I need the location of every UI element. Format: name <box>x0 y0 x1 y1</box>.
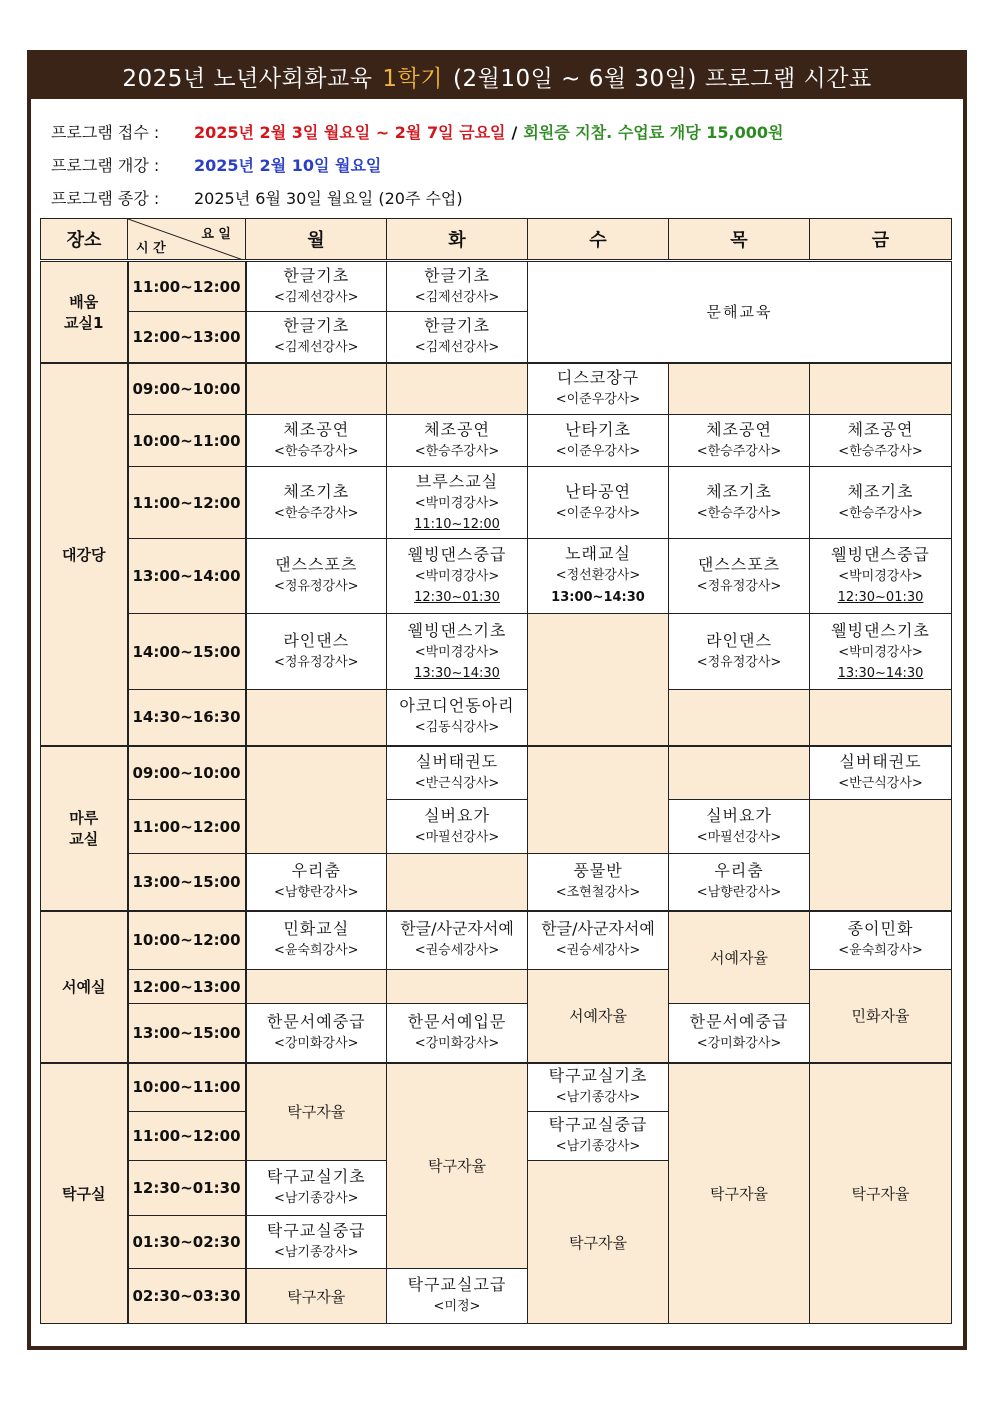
class-name: 한문서예입문 <box>407 1011 507 1031</box>
header-day-fri: 금 <box>810 219 952 261</box>
class-name: 우리춤 <box>291 860 341 880</box>
title-post: 프로그램 시간표 <box>704 66 872 92</box>
time-cell: 14:00~15:00 <box>128 614 246 690</box>
info-open <box>51 149 783 182</box>
time-cell: 13:00~15:00 <box>128 854 246 911</box>
class-cell <box>528 415 669 467</box>
class-teacher: <남향란강사> <box>696 884 782 900</box>
corner-time-label: 시 간 <box>136 241 166 256</box>
class-teacher: <박미경강사> <box>414 644 500 660</box>
empty-cell <box>810 690 952 746</box>
class-teacher: <권승세강사> <box>555 943 641 959</box>
class-teacher: <김제선강사> <box>273 289 359 305</box>
info-registration <box>51 116 783 149</box>
class-teacher: <정유정강사> <box>696 579 782 594</box>
reg-label: 프로그램 접수 : <box>51 123 160 142</box>
hall-row-6 <box>41 690 952 746</box>
hall-row-1 <box>41 363 952 415</box>
class-time: 13:00~14:30 <box>551 590 645 605</box>
class-name: 한글/사군자서예 <box>541 919 655 939</box>
class-teacher: <한승주강사> <box>696 443 782 459</box>
class-teacher: <남향란강사> <box>273 884 359 900</box>
class-name: 한문서예중급 <box>689 1011 789 1031</box>
time-cell: 14:30~16:30 <box>128 690 246 746</box>
reg-sep: / <box>511 123 518 142</box>
free-practice-cell: 서예자율 <box>669 911 810 1004</box>
class-name: 체조공연 <box>847 419 914 439</box>
header-row <box>41 219 952 261</box>
place-calligraphy: 서예실 <box>41 911 128 1063</box>
class-name: 라인댄스 <box>283 630 350 650</box>
time-cell: 01:30~02:30 <box>128 1216 246 1269</box>
class-name: 탁구교실고급 <box>407 1275 507 1294</box>
program-info <box>51 116 783 215</box>
class-cell <box>387 614 528 690</box>
class-name: 실버요가 <box>706 805 772 825</box>
class-teacher: <정유정강사> <box>273 654 359 670</box>
class-name: 한글기초 <box>283 265 350 285</box>
class-name: 한글기초 <box>424 265 490 285</box>
class-cell <box>246 312 387 363</box>
class-cell <box>810 911 952 970</box>
class-name: 탁구교실중급 <box>548 1115 648 1134</box>
class-teacher: <윤숙희강사> <box>273 943 359 959</box>
class-name: 댄스스포츠 <box>697 555 781 574</box>
time-cell: 11:00~12:00 <box>128 1112 246 1161</box>
header-day-tue: 화 <box>387 219 528 261</box>
class-teacher: <한승주강사> <box>273 505 359 521</box>
time-cell: 09:00~10:00 <box>128 746 246 800</box>
time-cell: 10:00~11:00 <box>128 415 246 467</box>
reg-dates: 2025년 2월 3일 월요일 ~ 2월 7일 금요일 <box>194 123 506 142</box>
class-teacher: <한승주강사> <box>414 443 500 459</box>
class-teacher: <윤숙희강사> <box>838 943 923 959</box>
free-practice-cell: 탁구자율 <box>528 1161 669 1324</box>
class-cell <box>387 312 528 363</box>
class-cell <box>528 911 669 970</box>
place-table-tennis: 탁구실 <box>41 1063 128 1324</box>
class-name: 한글기초 <box>424 315 490 335</box>
class-teacher: <박미경강사> <box>838 644 923 660</box>
empty-cell <box>246 746 387 854</box>
class-teacher: <강미화강사> <box>696 1035 782 1051</box>
class-teacher: <남기종강사> <box>555 1090 641 1106</box>
class-cell <box>387 415 528 467</box>
empty-cell <box>246 970 387 1004</box>
class-teacher: <김제선강사> <box>414 339 500 355</box>
class-name: 탁구교실중급 <box>266 1221 366 1240</box>
empty-cell <box>810 363 952 415</box>
class-cell <box>387 746 528 800</box>
calli-row-1 <box>41 911 952 970</box>
time-cell: 12:00~13:00 <box>128 970 246 1004</box>
class-name: 체조기초 <box>706 481 772 501</box>
class-teacher: <박미경강사> <box>838 569 923 584</box>
class-name: 디스코장구 <box>556 367 640 387</box>
class-time: 11:10~12:00 <box>414 516 500 532</box>
class-name: 라인댄스 <box>706 630 772 650</box>
class-teacher: <남기종강사> <box>555 1139 641 1154</box>
open-label: 프로그램 개강 : <box>51 156 160 175</box>
class-teacher: <한승주강사> <box>696 505 782 521</box>
class-teacher: <반근식강사> <box>414 775 500 791</box>
class-name: 한문서예중급 <box>266 1011 366 1031</box>
time-cell: 02:30~03:30 <box>128 1269 246 1324</box>
class-cell <box>810 614 952 690</box>
class-name: 난타공연 <box>565 481 631 501</box>
hall-row-4 <box>41 539 952 614</box>
time-cell: 10:00~11:00 <box>128 1063 246 1112</box>
empty-cell <box>669 363 810 415</box>
time-cell: 13:00~15:00 <box>128 1004 246 1063</box>
page-frame <box>27 50 967 1350</box>
class-name: 체조기초 <box>847 481 914 501</box>
class-cell <box>669 539 810 614</box>
class-cell <box>387 467 528 539</box>
class-teacher: <이준우강사> <box>555 391 641 407</box>
empty-cell <box>810 800 952 911</box>
class-cell <box>810 539 952 614</box>
class-teacher: <김동식강사> <box>414 720 500 736</box>
header-day-thu: 목 <box>669 219 810 261</box>
class-cell <box>810 746 952 800</box>
class-name: 체조공연 <box>424 419 490 439</box>
class-name: 탁구교실기초 <box>548 1066 648 1086</box>
class-name: 한글/사군자서예 <box>400 919 514 939</box>
time-cell: 10:00~12:00 <box>128 911 246 970</box>
class-name: 종이민화 <box>847 919 914 939</box>
class-cell <box>246 1216 387 1269</box>
class-cell <box>810 415 952 467</box>
class-name: 실버태권도 <box>839 751 922 771</box>
class-cell <box>246 854 387 911</box>
class-teacher: <강미화강사> <box>273 1035 359 1051</box>
time-cell: 09:00~10:00 <box>128 363 246 415</box>
class-cell <box>246 539 387 614</box>
class-teacher: <한승주강사> <box>838 443 923 459</box>
place-maru: 마루 교실 <box>41 746 128 911</box>
class-cell <box>246 1161 387 1216</box>
class-name: 민화교실 <box>283 919 350 939</box>
empty-cell <box>669 690 810 746</box>
class-teacher: <마필선강사> <box>414 829 500 845</box>
class-name: 웰빙댄스기초 <box>831 620 930 640</box>
class-time: 13:30~14:30 <box>414 665 500 681</box>
empty-cell <box>387 970 528 1004</box>
free-practice-cell: 탁구자율 <box>669 1063 810 1324</box>
class-teacher: <이준우강사> <box>555 443 641 459</box>
place-room1: 배움 교실1 <box>41 261 128 363</box>
info-close <box>51 182 783 215</box>
class-cell <box>387 1269 528 1324</box>
empty-cell <box>387 854 528 911</box>
class-cell <box>528 539 669 614</box>
class-teacher: <반근식강사> <box>838 775 923 791</box>
class-teacher: <이준우강사> <box>555 505 641 521</box>
class-teacher: <남기종강사> <box>273 1191 359 1206</box>
class-cell <box>669 415 810 467</box>
class-name: 웰빙댄스기초 <box>407 620 507 640</box>
timetable <box>40 218 952 1324</box>
class-time: 12:30~01:30 <box>414 590 500 605</box>
class-cell <box>669 614 810 690</box>
class-name: 노래교실 <box>565 544 631 563</box>
empty-cell <box>528 746 669 854</box>
class-cell <box>669 854 810 911</box>
class-teacher: <한승주강사> <box>838 505 923 521</box>
class-name: 난타기초 <box>565 419 631 439</box>
class-teacher: <박미경강사> <box>414 495 500 511</box>
class-cell <box>246 261 387 312</box>
class-cell <box>669 467 810 539</box>
title-term: 1학기 <box>382 66 443 92</box>
class-name: 실버태권도 <box>415 751 499 771</box>
free-practice-cell: 민화자율 <box>810 970 952 1063</box>
class-teacher: <김제선강사> <box>414 289 500 305</box>
close-date: 2025년 6월 30일 월요일 (20주 수업) <box>194 189 463 208</box>
class-teacher: <정선환강사> <box>555 568 641 583</box>
header-corner <box>128 219 246 261</box>
title-pre: 2025년 노년사회화교육 <box>122 66 373 92</box>
class-teacher: <정유정강사> <box>696 654 782 670</box>
free-practice-cell: 서예자율 <box>528 970 669 1063</box>
calli-row-2 <box>41 970 952 1004</box>
class-name: 풍물반 <box>573 860 623 880</box>
class-name: 실버요가 <box>424 805 490 825</box>
class-cell <box>246 911 387 970</box>
time-cell: 13:00~14:00 <box>128 539 246 614</box>
class-cell <box>387 911 528 970</box>
class-cell <box>246 415 387 467</box>
time-cell: 11:00~12:00 <box>128 261 246 312</box>
room1-row-1 <box>41 261 952 312</box>
hall-row-2 <box>41 415 952 467</box>
class-time: 12:30~01:30 <box>837 590 924 605</box>
class-teacher: <정유정강사> <box>273 579 359 594</box>
class-teacher: <강미화강사> <box>414 1035 500 1051</box>
class-teacher: <한승주강사> <box>273 443 359 459</box>
empty-cell <box>528 614 669 746</box>
literacy-block: 문해교육 <box>528 261 952 363</box>
class-cell <box>810 467 952 539</box>
close-label: 프로그램 종강 : <box>51 189 160 208</box>
class-time: 13:30~14:30 <box>837 665 924 681</box>
class-cell <box>528 363 669 415</box>
class-cell <box>528 1063 669 1112</box>
class-cell <box>528 467 669 539</box>
corner-day-label: 요 일 <box>201 227 231 242</box>
time-cell: 11:00~12:00 <box>128 467 246 539</box>
free-practice-cell: 탁구자율 <box>810 1063 952 1324</box>
place-hall: 대강당 <box>41 363 128 746</box>
class-cell <box>387 690 528 746</box>
free-practice-cell: 탁구자율 <box>387 1063 528 1269</box>
class-cell <box>387 800 528 854</box>
class-teacher: <권승세강사> <box>414 943 500 959</box>
class-name: 체조기초 <box>283 481 350 501</box>
class-cell <box>246 1004 387 1063</box>
open-date: 2025년 2월 10일 월요일 <box>194 156 382 175</box>
class-cell <box>528 854 669 911</box>
class-cell <box>387 261 528 312</box>
free-practice-cell: 탁구자율 <box>246 1063 387 1161</box>
free-practice-cell: 탁구자율 <box>246 1269 387 1324</box>
header-day-mon: 월 <box>246 219 387 261</box>
class-name: 브루스교실 <box>415 471 499 491</box>
class-cell <box>669 800 810 854</box>
class-teacher: <조현철강사> <box>555 884 641 900</box>
reg-note: 회원증 지참. 수업료 개당 15,000원 <box>523 123 784 142</box>
class-name: 체조공연 <box>706 419 772 439</box>
title-period: (2월10일 ~ 6월 30일) <box>453 66 697 92</box>
class-name: 웰빙댄스중급 <box>407 545 507 564</box>
empty-cell <box>669 746 810 800</box>
class-teacher: <김제선강사> <box>273 339 359 355</box>
class-teacher: <미정> <box>433 1299 481 1314</box>
class-name: 한글기초 <box>283 315 350 335</box>
time-cell: 12:00~13:00 <box>128 312 246 363</box>
class-teacher: <마필선강사> <box>696 829 782 845</box>
class-name: 체조공연 <box>283 419 350 439</box>
class-teacher: <박미경강사> <box>414 569 500 584</box>
empty-cell <box>246 363 387 415</box>
hall-row-3 <box>41 467 952 539</box>
empty-cell <box>387 363 528 415</box>
class-name: 탁구교실기초 <box>266 1167 366 1186</box>
header-place: 장소 <box>41 219 128 261</box>
class-cell <box>246 467 387 539</box>
class-cell <box>246 614 387 690</box>
class-name: 아코디언동아리 <box>399 696 515 716</box>
class-teacher: <남기종강사> <box>273 1245 359 1260</box>
empty-cell <box>246 690 387 746</box>
class-cell <box>528 1112 669 1161</box>
header-day-wed: 수 <box>528 219 669 261</box>
time-cell: 11:00~12:00 <box>128 800 246 854</box>
class-cell <box>669 1004 810 1063</box>
class-name: 웰빙댄스중급 <box>831 545 930 564</box>
hall-row-5 <box>41 614 952 690</box>
class-cell <box>387 539 528 614</box>
class-name: 우리춤 <box>714 860 764 880</box>
maru-row-2 <box>41 800 952 854</box>
title-bar <box>31 54 963 99</box>
time-cell: 12:30~01:30 <box>128 1161 246 1216</box>
class-cell <box>387 1004 528 1063</box>
class-name: 댄스스포츠 <box>275 555 358 574</box>
tt-row-1 <box>41 1063 952 1112</box>
maru-row-1 <box>41 746 952 800</box>
